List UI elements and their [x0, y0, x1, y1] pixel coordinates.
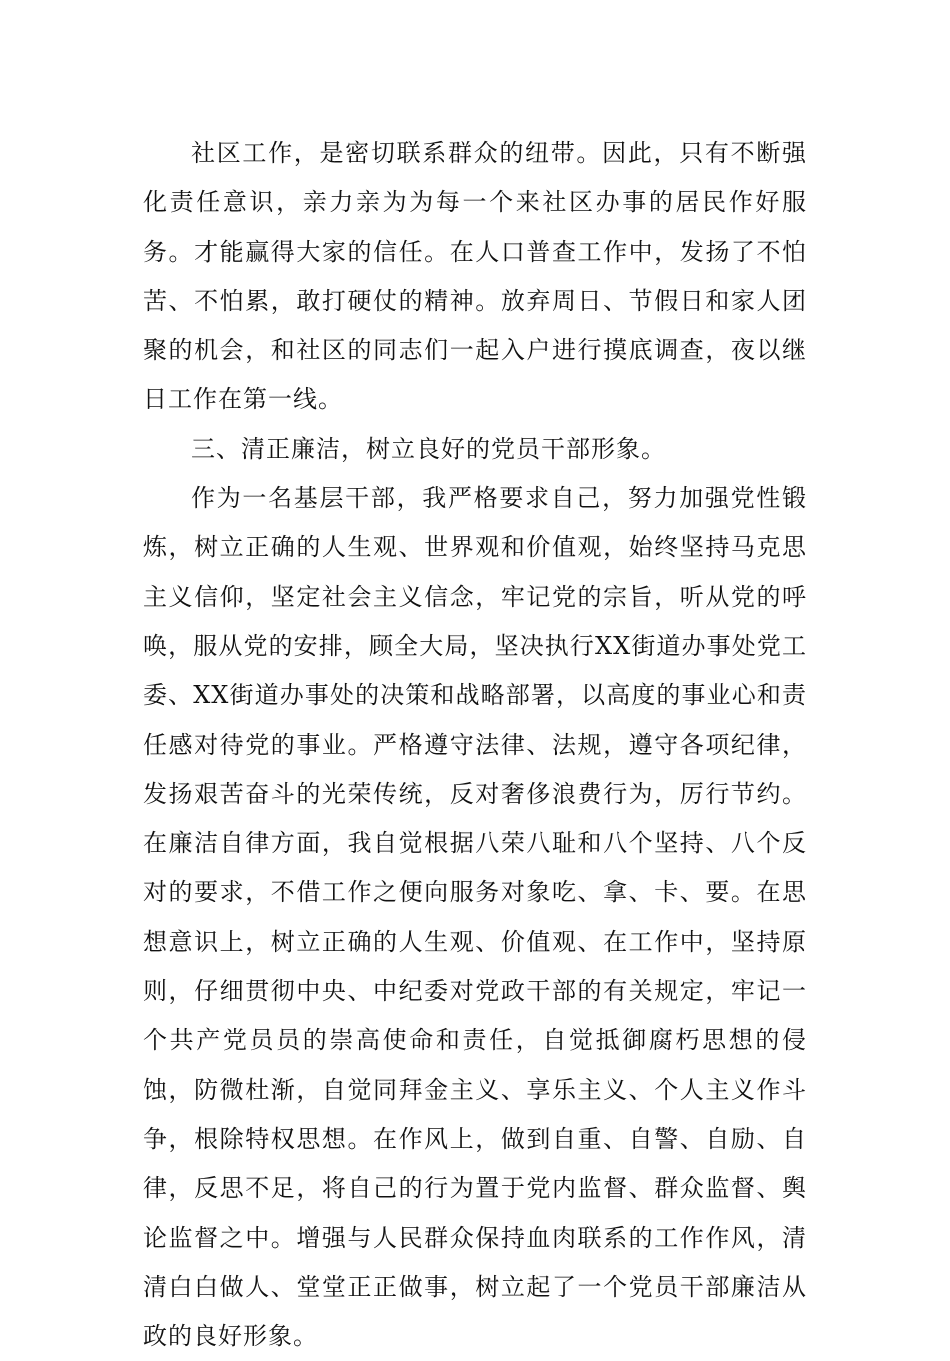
paragraph-community-work: 社区工作，是密切联系群众的纽带。因此，只有不断强化责任意识，亲力亲为为每一个来社区办事的居民作好服务。才能赢得大家的信任。在人口普查工作中，发扬了不怕苦、不怕累，敢打硬仗的精神。放弃周日、节假日和家人团聚的机会，和社区的同志们一起入户进行摸底调查，夜以继日工作在第一线。 — [143, 139, 807, 414]
section-heading-integrity: 三、清正廉洁，树立良好的党员干部形象。 — [191, 434, 666, 463]
paragraph-grassroots-cadre: 作为一名基层干部，我严格要求自己，努力加强党性锻炼，树立正确的人生观、世界观和价值观，始终坚持马克思主义信仰，坚定社会主义信念，牢记党的宗旨，听从党的呼唤，服从党的安排，顾全大局，坚决执行XX街道办事处党工委、XX街道办事处的决策和战略部署，以高度的事业心和责任感对待党的事业。严格遵守法律、法规，遵守各项纪律，发扬艰苦奋斗的光荣传统，反对奢侈浪费行为，厉行节约。在廉洁自律方面，我自觉根据八荣八耻和八个坚持、八个反对的要求，不借工作之便向服务对象吃、拿、卡、要。在思想意识上，树立正确的人生观、价值观、在工作中，坚持原则，仔细贯彻中央、中纪委对党政干部的有关规定，牢记一个共产党员员的崇高使命和责任，自觉抵御腐朽思想的侵蚀，防微杜渐，自觉同拜金主义、享乐主义、个人主义作斗争，根除特权思想。在作风上，做到自重、自警、自励、自律，反思不足，将自己的行为置于党内监督、群众监督、舆论监督之中。增强与人民群众保持血肉联系的工作作风，清清白白做人、堂堂正正做事，树立起了一个党员干部廉洁从政的良好形象。 — [143, 484, 807, 1351]
document-body — [143, 129, 807, 1361]
